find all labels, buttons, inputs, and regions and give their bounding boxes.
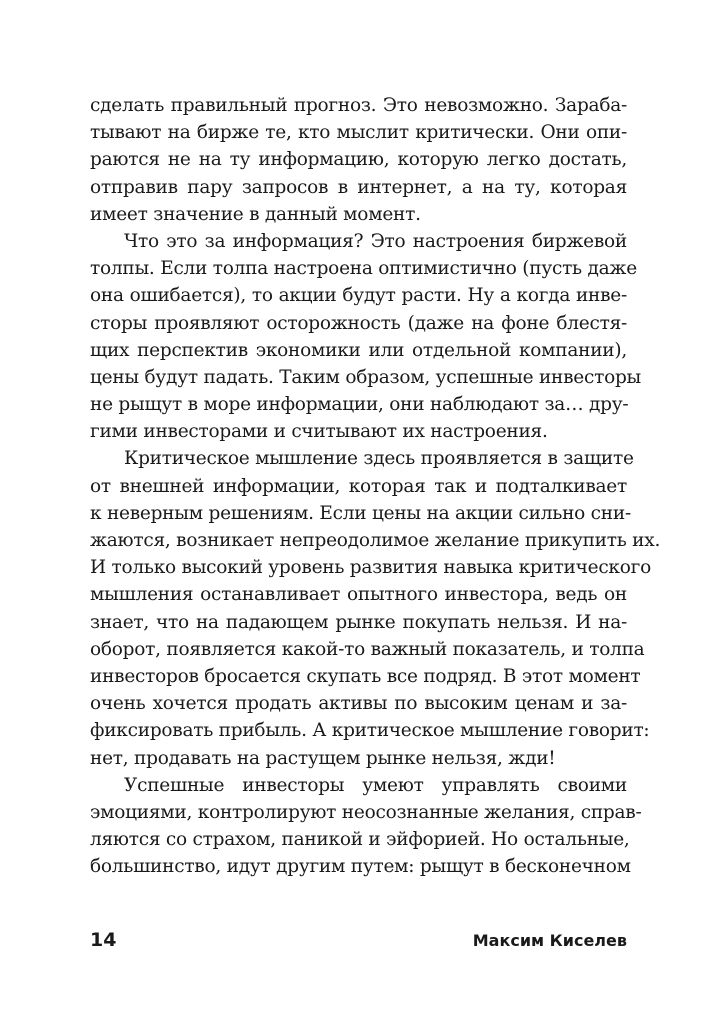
running-footer-author: Максим Киселев <box>472 931 627 950</box>
page-number: 14 <box>90 929 117 951</box>
text-line: большинство, идут другим путем: рыщут в бесконечном <box>90 856 631 878</box>
text-line: И только высокий уровень развития навыка критического <box>90 557 651 579</box>
body-text <box>90 92 661 880</box>
text-line: сторы проявляют осторожность (даже на фоне блестя- <box>90 312 627 334</box>
text-line: тывают на бирже те, кто мыслит критически. Они опи- <box>90 122 627 144</box>
text-line: жаются, возникает непреодолимое желание прикупить их. <box>90 530 661 551</box>
text-line: инвесторов бросается скупать все подряд. В этот момент <box>90 665 641 687</box>
text-line: оборот, появляется какой-то важный показатель, и толпа <box>90 638 645 660</box>
text-line: имеет значение в данный момент. <box>90 203 421 225</box>
text-line: не рыщут в море информации, они наблюдают за… дру- <box>90 394 629 416</box>
text-line: к неверным решениям. Если цены на акции сильно сни- <box>90 502 631 524</box>
text-line: раются не на ту информацию, которую легко достать, <box>90 149 627 171</box>
text-line: толпы. Если толпа настроена оптимистично (пусть даже <box>90 258 637 280</box>
text-line: эмоциями, контролируют неосознанные желания, справ- <box>90 801 642 823</box>
text-line: сделать правильный прогноз. Это невозможно. Зараба- <box>90 95 627 116</box>
text-line: щих перспектив экономики или отдельной компании), <box>90 339 627 361</box>
text-line: Успешные инвесторы умеют управлять своими <box>124 774 627 796</box>
text-line: фиксировать прибыль. А критическое мышление говорит: <box>90 720 650 742</box>
text-line: очень хочется продать активы по высоким ценам и за- <box>90 693 627 715</box>
text-line: нет, продавать на растущем рынке нельзя, жди! <box>90 747 556 769</box>
text-line: она ошибается), то акции будут расти. Ну а когда инве- <box>90 285 627 307</box>
page-footer <box>90 929 627 953</box>
text-line: цены будут падать. Таким образом, успешные инвесторы <box>90 366 642 388</box>
text-line: знает, что на падающем рынке покупать нельзя. И на- <box>90 611 627 633</box>
text-line: мышления останавливает опытного инвестора, ведь он <box>90 584 627 606</box>
text-line: гими инвесторами и считывают их настроения. <box>90 421 548 443</box>
text-line: Что это за информация? Это настроения биржевой <box>124 230 627 252</box>
text-line: отправив пару запросов в интернет, а на ту, которая <box>90 176 627 198</box>
text-line: Критическое мышление здесь проявляется в защите <box>124 448 634 470</box>
text-line: от внешней информации, которая так и подталкивает <box>90 475 627 497</box>
text-line: ляются со страхом, паникой и эйфорией. Но остальные, <box>90 829 630 851</box>
